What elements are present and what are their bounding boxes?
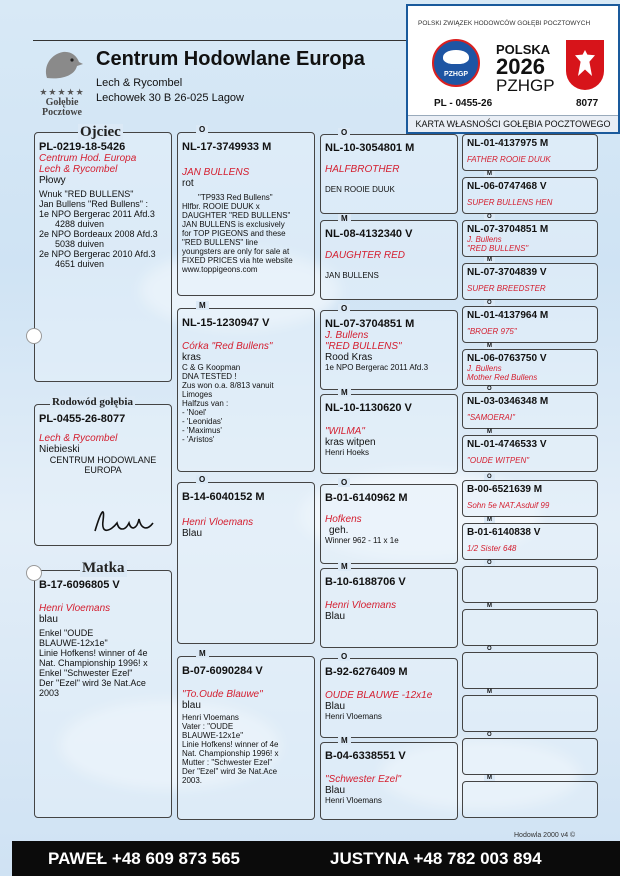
g4-ring: NL-07-3704851 M [467, 224, 549, 235]
contact-phone-2: JUSTYNA +48 782 003 894 [330, 849, 542, 868]
g3-box-1: NL-10-3054801 M HALFBROTHER DEN ROOIE DUUK [320, 134, 458, 214]
mf-ring: B-14-6040152 M [182, 491, 265, 503]
female-marker: M [338, 736, 351, 745]
female-marker: M [484, 257, 495, 263]
signature [91, 501, 161, 541]
owner-address: Lechowek 30 B 26-025 Lagow [96, 92, 244, 104]
g4-name: 1/2 Sister 648 [467, 544, 517, 553]
fm-ring: NL-15-1230947 V [182, 317, 270, 329]
g4-box [462, 738, 598, 775]
g4-name: "OUDE WITPEN" [467, 456, 530, 465]
g4-name: FATHER ROOIE DUUK [467, 155, 551, 164]
mf-color: Blau [182, 528, 203, 539]
g3-box-6: B-10-6188706 V Henri Vloemans Blau [320, 568, 458, 648]
mother-box [34, 570, 172, 818]
g4-box [462, 306, 598, 343]
g4-name: SUPER BREEDSTER [467, 284, 546, 293]
contact-phone-1: PAWEŁ +48 609 873 565 [48, 849, 241, 868]
g4-box [462, 220, 598, 257]
card-country: POLSKA [496, 42, 551, 57]
pigeon-icon [39, 48, 85, 82]
g4-ring: NL-06-0763750 V [467, 353, 547, 364]
ff-notes: "TP933 Red Bullens" Hlfbr. ROOIE DUUK x DAUGHTER "RED BULLENS" JAN BULLENS is exclusively for TOP PIGEONS and these "RED BULLENS" line youngsters are only for sale at FIXED PRICES via hte website www.toppigeons.com [182, 193, 293, 274]
g4-box [462, 263, 598, 300]
fm-box [177, 308, 315, 472]
polish-eagle-icon [566, 40, 604, 90]
pigeon-color: Niebieski [39, 444, 80, 455]
g4-breeder: J. Bullens [467, 364, 502, 373]
g4-ring: NL-01-4746533 V [467, 439, 547, 450]
female-marker: M [196, 649, 209, 658]
mother-owner: Henri Vloemans [39, 603, 111, 614]
logo-label: PZHGP [443, 71, 469, 78]
g4-box [462, 652, 598, 689]
card-caption: KARTA WŁASNOŚCI GOŁĘBIA POCZTOWEGO [408, 115, 618, 132]
pigeon-owner: Lech & Rycombel [39, 433, 118, 444]
father-name: Centrum Hod. Europa [39, 153, 137, 164]
g4-box [462, 609, 598, 646]
club-logo [36, 48, 88, 118]
female-marker: M [484, 429, 495, 435]
g4-box [462, 480, 598, 517]
father-notes: Wnuk "RED BULLENS" Jan Bullens "Red Bullens" : 1e NPO Bergerac 2011 Afd.3 4288 duiven 2e NPO Bordeaux 2008 Afd.3 5038 duiven 2e NPO Bergerac 2010 Afd.3 4651 duiven [39, 189, 158, 269]
father-color: Płowy [39, 175, 66, 186]
g4-name: "BROER 975" [467, 327, 517, 336]
fm-name: Córka "Red Bullens" [182, 341, 273, 352]
g4-name: "SAMOERAI" [467, 413, 515, 422]
mm-box [177, 656, 315, 820]
g3-box-2: NL-08-4132340 V DAUGHTER RED JAN BULLENS [320, 220, 458, 300]
binder-hole [26, 565, 42, 581]
pedigree-label: Rodowód gołębia [52, 396, 133, 408]
g4-box [462, 392, 598, 429]
binder-hole [26, 328, 42, 344]
card-year: 2026 [496, 54, 545, 79]
mm-color: blau [182, 700, 201, 711]
g4-box [462, 566, 598, 603]
pigeon-box [34, 404, 172, 546]
g4-ring: B-00-6521639 M [467, 484, 543, 495]
g4-ring: NL-01-4137975 M [467, 138, 549, 149]
g4-box [462, 177, 598, 214]
male-marker: O [338, 478, 350, 487]
male-marker: O [196, 125, 208, 134]
g3-box-4: NL-10-1130620 V "WILMA" kras witpen Henri Hoeks [320, 394, 458, 474]
female-marker: M [484, 171, 495, 177]
g4-box [462, 523, 598, 560]
pigeon-breeder: CENTRUM HODOWLANE EUROPA [49, 455, 157, 475]
card-number: 8077 [576, 98, 599, 109]
pzhgp-logo-icon [432, 39, 480, 87]
ff-color: rot [182, 178, 194, 189]
dove-icon [443, 50, 469, 64]
g4-ring: NL-03-0346348 M [467, 396, 549, 407]
male-marker: O [484, 474, 495, 480]
female-marker: M [484, 689, 495, 695]
mm-name: "To.Oude Blauwe" [182, 689, 263, 700]
g3-box-3: NL-07-3704851 M J. Bullens "RED BULLENS" Rood Kras 1e NPO Bergerac 2011 Afd.3 [320, 310, 458, 390]
fm-color: kras [182, 352, 201, 363]
g4-ring: NL-01-4137964 M [467, 310, 549, 321]
g3-box-5: B-01-6140962 M Hofkens geh. Winner 962 - 11 x 1e [320, 484, 458, 564]
male-marker: O [484, 560, 495, 566]
g4-ring: NL-07-3704839 V [467, 267, 547, 278]
g3-box-7: B-92-6276409 M OUDE BLAUWE -12x1e Blau Henri Vloemans [320, 658, 458, 738]
g4-box [462, 349, 598, 386]
male-marker: O [484, 646, 495, 652]
ownership-card [406, 4, 620, 134]
g4-box [462, 435, 598, 472]
mother-notes: Enkel "OUDE BLAUWE-12x1e" Linie Hofkens! winner of 4e Nat. Championship 1996! x Enkel "Schwester Ezel" Der "Ezel" wird 3e Nat.Ace 2003 [39, 628, 148, 698]
logo-stars: ★★★★★ [39, 87, 85, 97]
male-marker: O [338, 304, 350, 313]
father-ring: PL-0219-18-5426 [39, 141, 126, 153]
logo-text: Pocztowe [42, 107, 82, 118]
male-marker: O [338, 128, 350, 137]
ff-name: JAN BULLENS [182, 167, 250, 178]
pigeon-ring: PL-0455-26-8077 [39, 413, 126, 425]
g4-box [462, 695, 598, 732]
g4-box [462, 781, 598, 818]
software-version: Hodowla 2000 v4 © [514, 832, 576, 839]
mother-ring: B-17-6096805 V [39, 579, 120, 591]
g3-box-8: B-04-6338551 V "Schwester Ezel" Blau Henri Vloemans [320, 742, 458, 820]
male-marker: O [484, 386, 495, 392]
mm-notes: Henri Vloemans Vater : "OUDE BLAUWE-12x1e" Linie Hofkens! winner of 4e Nat. Championship 1996! x Mutter : "Schwester Ezel" Der "Ezel" wird 3e Nat.Ace 2003. [182, 713, 279, 785]
g4-name: SUPER BULLENS HEN [467, 198, 553, 207]
father-box [34, 132, 172, 382]
female-marker: M [338, 214, 351, 223]
male-marker: O [484, 214, 495, 220]
father-label: Ojciec [80, 124, 121, 140]
contact-bar [12, 841, 620, 876]
female-marker: M [338, 562, 351, 571]
card-org: PZHGP [496, 76, 555, 95]
ff-box [177, 132, 315, 296]
father-owner: Lech & Rycombel [39, 164, 118, 175]
g4-name: "RED BULLENS" [467, 244, 529, 253]
g4-breeder: J. Bullens [467, 235, 502, 244]
mother-label: Matka [82, 560, 125, 576]
female-marker: M [196, 301, 209, 310]
g4-ring: NL-06-0747468 V [467, 181, 547, 192]
male-marker: O [484, 732, 495, 738]
card-ring: PL - 0455-26 [434, 98, 493, 109]
female-marker: M [484, 603, 495, 609]
mother-color: blau [39, 614, 58, 625]
male-marker: O [484, 300, 495, 306]
fm-notes: C & G Koopman DNA TESTED ! Zus won o.a. 8/813 vanuit Limoges Halfzus van : - 'Noel' - 'Leonidas' - 'Maximus' - 'Aristos' [182, 363, 274, 444]
male-marker: O [338, 652, 350, 661]
card-issuer: POLSKI ZWIĄZEK HODOWCÓW GOŁĘBI POCZTOWYCH [418, 20, 591, 27]
ff-ring: NL-17-3749933 M [182, 141, 272, 153]
owner-name: Lech & Rycombel [96, 77, 183, 89]
mf-box [177, 482, 315, 644]
g4-name: Mother Red Bullens [467, 373, 538, 382]
female-marker: M [484, 343, 495, 349]
g4-name: Sohn 5e NAT.Asduif 99 [467, 501, 550, 510]
male-marker: O [196, 475, 208, 484]
g4-ring: B-01-6140838 V [467, 527, 541, 538]
logo-text: Gołębie [45, 97, 79, 108]
g4-box [462, 134, 598, 171]
female-marker: M [484, 517, 495, 523]
page-title: Centrum Hodowlane Europa [96, 48, 365, 70]
female-marker: M [338, 388, 351, 397]
mf-owner: Henri Vloemans [182, 517, 254, 528]
female-marker: M [484, 775, 495, 781]
mm-ring: B-07-6090284 V [182, 665, 263, 677]
